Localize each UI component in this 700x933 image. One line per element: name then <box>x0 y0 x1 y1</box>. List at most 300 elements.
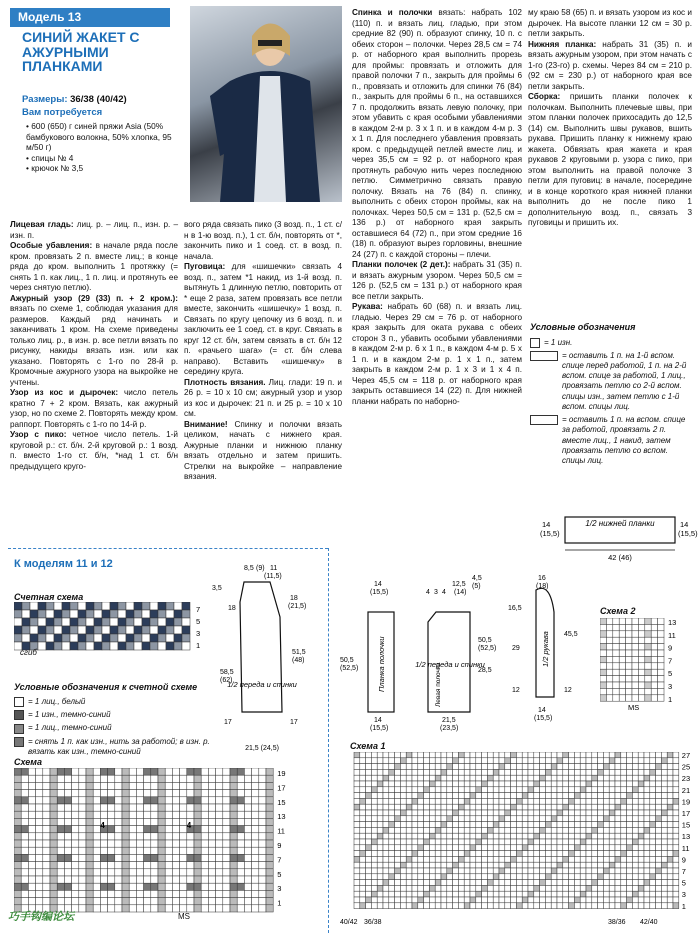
scheme-cell <box>100 876 107 883</box>
scheme1-cell <box>627 816 633 822</box>
scheme1-cell <box>377 764 383 770</box>
scheme1-cell <box>656 885 662 891</box>
scheme1-cell <box>551 758 557 764</box>
scheme1-cell <box>464 833 470 839</box>
scheme1-cell <box>580 793 586 799</box>
scheme1-cell <box>412 793 418 799</box>
count-cell <box>118 602 126 610</box>
scheme1-cell <box>447 868 453 874</box>
scheme1-cell <box>522 769 528 775</box>
scheme1-cell <box>644 868 650 874</box>
scheme1-cell <box>476 810 482 816</box>
scheme1-cell <box>545 798 551 804</box>
scheme1-cell <box>598 839 604 845</box>
scheme1-cell <box>632 862 638 868</box>
scheme-cell <box>28 811 35 818</box>
scheme1-cell <box>580 839 586 845</box>
scheme1-cell <box>586 868 592 874</box>
scheme-cell <box>151 847 158 854</box>
scheme1-cell <box>609 903 615 909</box>
scheme1-cell <box>470 868 476 874</box>
scheme-cell <box>252 818 259 825</box>
scheme1-cell <box>395 769 401 775</box>
scheme1-cell <box>586 833 592 839</box>
scheme1-cell <box>482 810 488 816</box>
scheme1-cell <box>447 781 453 787</box>
scheme2-cell <box>632 669 638 675</box>
scheme2-cell <box>658 695 664 701</box>
scheme1-cell <box>586 851 592 857</box>
scheme1-cell <box>429 810 435 816</box>
scheme1-cell <box>661 839 667 845</box>
scheme1-cell <box>656 833 662 839</box>
count-cell <box>182 626 190 634</box>
scheme1-cell <box>592 816 598 822</box>
scheme1-cell <box>569 752 575 758</box>
scheme-cell <box>216 775 223 782</box>
scheme1-cell <box>534 758 540 764</box>
scheme1-cell <box>464 862 470 868</box>
scheme-cell <box>28 797 35 804</box>
scheme1-cell <box>429 758 435 764</box>
scheme1-cell <box>598 769 604 775</box>
scheme2-cell <box>658 682 664 688</box>
scheme-cell <box>86 854 93 861</box>
scheme1-cell <box>453 868 459 874</box>
scheme-cell <box>158 876 165 883</box>
scheme-cell <box>136 854 143 861</box>
scheme-cell <box>244 890 251 897</box>
scheme1-cell <box>464 845 470 851</box>
scheme-cell <box>21 782 28 789</box>
scheme-cell <box>136 905 143 912</box>
scheme1-cell <box>406 781 412 787</box>
scheme1-cell <box>574 798 580 804</box>
scheme-cell <box>201 854 208 861</box>
size-label: 38/36 <box>608 919 626 926</box>
scheme1-cell <box>609 787 615 793</box>
scheme2-cell <box>626 624 632 630</box>
scheme1-cell <box>586 827 592 833</box>
scheme1-cell <box>574 816 580 822</box>
scheme-cell <box>136 876 143 883</box>
scheme1-cell <box>458 874 464 880</box>
scheme-cell <box>122 876 129 883</box>
scheme1-cell <box>644 862 650 868</box>
scheme1-cell <box>644 845 650 851</box>
scheme1-cell <box>429 891 435 897</box>
scheme1-cell <box>424 781 430 787</box>
svg-text:50,5: 50,5 <box>478 637 492 644</box>
count-cell <box>118 618 126 626</box>
scheme1-cell <box>482 752 488 758</box>
scheme-cell <box>57 775 64 782</box>
scheme-cell <box>100 840 107 847</box>
scheme-cell <box>216 826 223 833</box>
scheme-cell <box>165 840 172 847</box>
scheme-cell <box>194 862 201 869</box>
row-number: 11 <box>681 843 690 853</box>
scheme1-cell <box>360 885 366 891</box>
scheme-cell <box>266 797 273 804</box>
scheme1-cell <box>580 827 586 833</box>
svg-text:17: 17 <box>290 719 298 726</box>
scheme1-cell <box>528 856 534 862</box>
scheme1-cell <box>569 758 575 764</box>
scheme-cell <box>230 768 237 775</box>
scheme-cell <box>122 854 129 861</box>
count-cell <box>70 610 78 618</box>
scheme1-cell <box>557 862 563 868</box>
scheme-cell <box>14 847 21 854</box>
row-number: 7 <box>277 855 282 865</box>
scheme-cell <box>201 883 208 890</box>
scheme-cell <box>165 790 172 797</box>
scheme-cell <box>50 826 57 833</box>
row-number: 13 <box>681 832 691 842</box>
scheme-cell <box>151 862 158 869</box>
count-cell <box>86 610 94 618</box>
scheme-cell <box>43 790 50 797</box>
material-item: • спицы № 4 <box>26 152 74 163</box>
scheme1-cell <box>429 880 435 886</box>
scheme1-cell <box>511 804 517 810</box>
scheme-cell <box>230 869 237 876</box>
scheme-cell <box>36 890 43 897</box>
scheme1-cell <box>627 833 633 839</box>
scheme1-cell <box>534 856 540 862</box>
scheme1-cell <box>667 833 673 839</box>
scheme-cell <box>72 876 79 883</box>
scheme1-cell <box>522 752 528 758</box>
text-column-4 <box>528 8 692 229</box>
scheme-cell <box>21 890 28 897</box>
scheme2-cell <box>606 663 612 669</box>
row-number: 23 <box>681 774 691 784</box>
scheme1-cell <box>563 764 569 770</box>
scheme1-cell <box>528 781 534 787</box>
scheme1-cell <box>470 752 476 758</box>
scheme1-cell <box>476 885 482 891</box>
scheme1-cell <box>464 851 470 857</box>
scheme1-cell <box>661 903 667 909</box>
scheme1-cell <box>621 810 627 816</box>
scheme1-cell <box>644 833 650 839</box>
scheme1-cell <box>551 880 557 886</box>
scheme1-cell <box>505 804 511 810</box>
scheme-cell <box>57 862 64 869</box>
scheme1-cell <box>400 787 406 793</box>
scheme-cell <box>201 768 208 775</box>
scheme1-cell <box>418 839 424 845</box>
scheme1-cell <box>400 758 406 764</box>
scheme-cell <box>208 811 215 818</box>
scheme1-cell <box>499 804 505 810</box>
scheme-cell <box>144 890 151 897</box>
scheme1-cell <box>598 816 604 822</box>
scheme1-cell <box>534 775 540 781</box>
scheme1-cell <box>424 880 430 886</box>
svg-text:21,5 (24,5): 21,5 (24,5) <box>245 745 279 752</box>
paragraph: му краю 58 (65) п. и вязать узором из кос и дырочек. На высоте планки 12 см = 30 р. петли закрыть. <box>528 8 692 38</box>
scheme1-cell <box>476 880 482 886</box>
scheme-cell <box>144 847 151 854</box>
scheme1-cell <box>377 839 383 845</box>
scheme-cell <box>172 905 179 912</box>
scheme1-cell <box>615 845 621 851</box>
scheme1-cell <box>487 822 493 828</box>
scheme-cell <box>208 847 215 854</box>
scheme1-cell <box>540 885 546 891</box>
legend-13 <box>530 322 690 469</box>
scheme-cell <box>136 768 143 775</box>
row-number: 13 <box>668 618 677 627</box>
scheme1-cell <box>511 833 517 839</box>
scheme1-cell <box>574 769 580 775</box>
scheme1-cell <box>673 839 679 845</box>
legend-item: = снять 1 п. как изн., нить за работой; в изн. р. вязать как изн., темно-синий <box>14 737 214 757</box>
scheme-1-chart <box>340 752 696 928</box>
scheme1-cell <box>383 868 389 874</box>
scheme-cell <box>115 790 122 797</box>
scheme1-cell <box>476 897 482 903</box>
scheme1-cell <box>580 868 586 874</box>
scheme1-cell <box>395 862 401 868</box>
scheme-cell <box>28 775 35 782</box>
scheme-cell <box>115 876 122 883</box>
scheme1-cell <box>615 758 621 764</box>
scheme1-cell <box>545 804 551 810</box>
scheme1-cell <box>482 897 488 903</box>
dark-purl-icon <box>14 710 24 720</box>
scheme-cell <box>72 811 79 818</box>
row-number: 9 <box>277 841 282 850</box>
scheme1-cell <box>389 845 395 851</box>
scheme1-cell <box>534 769 540 775</box>
scheme1-cell <box>586 856 592 862</box>
scheme1-cell <box>615 752 621 758</box>
scheme2-cell <box>632 637 638 643</box>
scheme2-cell <box>613 688 619 694</box>
scheme-cell <box>237 804 244 811</box>
count-cell <box>94 602 102 610</box>
scheme-cell <box>36 811 43 818</box>
scheme1-cell <box>586 775 592 781</box>
scheme2-cell <box>658 631 664 637</box>
scheme1-cell <box>429 781 435 787</box>
scheme1-cell <box>360 839 366 845</box>
scheme1-cell <box>464 787 470 793</box>
scheme1-cell <box>354 885 360 891</box>
scheme-cell <box>36 797 43 804</box>
count-cell <box>110 642 118 650</box>
scheme1-cell <box>569 764 575 770</box>
scheme1-cell <box>360 827 366 833</box>
scheme-cell <box>216 905 223 912</box>
scheme2-cell <box>658 650 664 656</box>
scheme1-cell <box>418 833 424 839</box>
scheme1-cell <box>586 798 592 804</box>
scheme-cell <box>244 768 251 775</box>
scheme-cell <box>252 862 259 869</box>
scheme1-cell <box>656 862 662 868</box>
scheme-cell <box>266 782 273 789</box>
scheme-cell <box>165 876 172 883</box>
scheme1-cell <box>586 804 592 810</box>
count-cell <box>22 626 30 634</box>
scheme1-cell <box>650 856 656 862</box>
scheme1-cell <box>586 793 592 799</box>
count-cell <box>62 626 70 634</box>
scheme1-cell <box>545 845 551 851</box>
scheme1-cell <box>534 827 540 833</box>
scheme1-cell <box>487 816 493 822</box>
scheme1-cell <box>360 804 366 810</box>
scheme1-cell <box>632 874 638 880</box>
scheme1-cell <box>545 764 551 770</box>
scheme1-cell <box>522 903 528 909</box>
scheme1-cell <box>441 764 447 770</box>
scheme1-cell <box>638 851 644 857</box>
scheme-cell <box>57 890 64 897</box>
scheme1-cell <box>470 874 476 880</box>
scheme-cell <box>93 768 100 775</box>
svg-text:(48): (48) <box>292 657 305 664</box>
scheme-cell <box>187 840 194 847</box>
scheme1-cell <box>615 874 621 880</box>
scheme1-cell <box>528 816 534 822</box>
scheme1-cell <box>429 793 435 799</box>
scheme2-cell <box>658 656 664 662</box>
scheme1-cell <box>522 804 528 810</box>
scheme1-cell <box>412 810 418 816</box>
scheme1-cell <box>603 769 609 775</box>
scheme1-cell <box>551 833 557 839</box>
scheme-cell <box>252 811 259 818</box>
scheme1-cell <box>406 827 412 833</box>
scheme1-cell <box>598 868 604 874</box>
scheme-cell <box>64 883 71 890</box>
scheme1-cell <box>395 816 401 822</box>
scheme1-cell <box>516 804 522 810</box>
scheme1-cell <box>592 798 598 804</box>
scheme1-cell <box>371 787 377 793</box>
scheme1-cell <box>366 851 372 857</box>
scheme1-cell <box>453 769 459 775</box>
scheme1-cell <box>621 868 627 874</box>
scheme-cell <box>259 818 266 825</box>
scheme1-cell <box>551 868 557 874</box>
scheme1-cell <box>632 851 638 857</box>
scheme-cell <box>165 847 172 854</box>
scheme1-cell <box>406 874 412 880</box>
scheme1-cell <box>673 764 679 770</box>
scheme-cell <box>230 775 237 782</box>
scheme1-cell <box>661 897 667 903</box>
scheme2-cell <box>651 618 657 624</box>
scheme1-cell <box>557 851 563 857</box>
scheme1-cell <box>650 827 656 833</box>
scheme1-cell <box>598 793 604 799</box>
scheme1-cell <box>563 804 569 810</box>
scheme-cell <box>194 782 201 789</box>
count-cell <box>102 642 110 650</box>
scheme2-cell <box>606 688 612 694</box>
scheme1-cell <box>621 833 627 839</box>
scheme1-cell <box>493 764 499 770</box>
scheme-cell <box>244 854 251 861</box>
scheme1-cell <box>609 752 615 758</box>
scheme1-cell <box>580 769 586 775</box>
scheme1-cell <box>656 891 662 897</box>
scheme1-cell <box>354 764 360 770</box>
scheme1-cell <box>499 839 505 845</box>
scheme-cell <box>43 898 50 905</box>
row-number: 1 <box>668 694 673 704</box>
scheme1-cell <box>412 764 418 770</box>
scheme1-cell <box>650 833 656 839</box>
count-cell <box>54 642 62 650</box>
scheme1-cell <box>458 816 464 822</box>
scheme-cell <box>244 840 251 847</box>
scheme1-cell <box>574 775 580 781</box>
scheme-cell <box>216 768 223 775</box>
scheme1-cell <box>435 810 441 816</box>
scheme1-cell <box>563 833 569 839</box>
scheme1-cell <box>569 868 575 874</box>
count-cell <box>62 602 70 610</box>
scheme1-cell <box>580 816 586 822</box>
scheme1-cell <box>360 769 366 775</box>
scheme1-cell <box>371 822 377 828</box>
scheme-cell <box>50 768 57 775</box>
scheme1-cell <box>545 880 551 886</box>
scheme1-cell <box>476 816 482 822</box>
scheme-cell <box>21 790 28 797</box>
scheme1-cell <box>470 845 476 851</box>
scheme1-cell <box>551 781 557 787</box>
scheme-cell <box>187 869 194 876</box>
scheme-cell <box>144 811 151 818</box>
scheme-cell <box>115 869 122 876</box>
scheme1-cell <box>400 845 406 851</box>
count-cell <box>94 642 102 650</box>
scheme1-cell <box>609 897 615 903</box>
scheme-cell <box>21 862 28 869</box>
scheme1-cell <box>447 874 453 880</box>
scheme-cell <box>201 797 208 804</box>
scheme-cell <box>216 890 223 897</box>
count-cell <box>174 642 182 650</box>
scheme-cell <box>72 854 79 861</box>
scheme1-cell <box>511 816 517 822</box>
scheme1-cell <box>667 810 673 816</box>
scheme1-cell <box>453 903 459 909</box>
scheme2-cell <box>645 650 651 656</box>
scheme-cell <box>244 826 251 833</box>
scheme1-cell <box>667 816 673 822</box>
scheme-cell <box>108 768 115 775</box>
scheme-cell <box>14 869 21 876</box>
scheme1-cell <box>638 891 644 897</box>
scheme1-cell <box>464 880 470 886</box>
scheme-cell <box>237 826 244 833</box>
scheme1-cell <box>487 903 493 909</box>
scheme-cell <box>151 818 158 825</box>
scheme1-cell <box>412 851 418 857</box>
scheme1-cell <box>482 856 488 862</box>
scheme1-cell <box>656 793 662 799</box>
